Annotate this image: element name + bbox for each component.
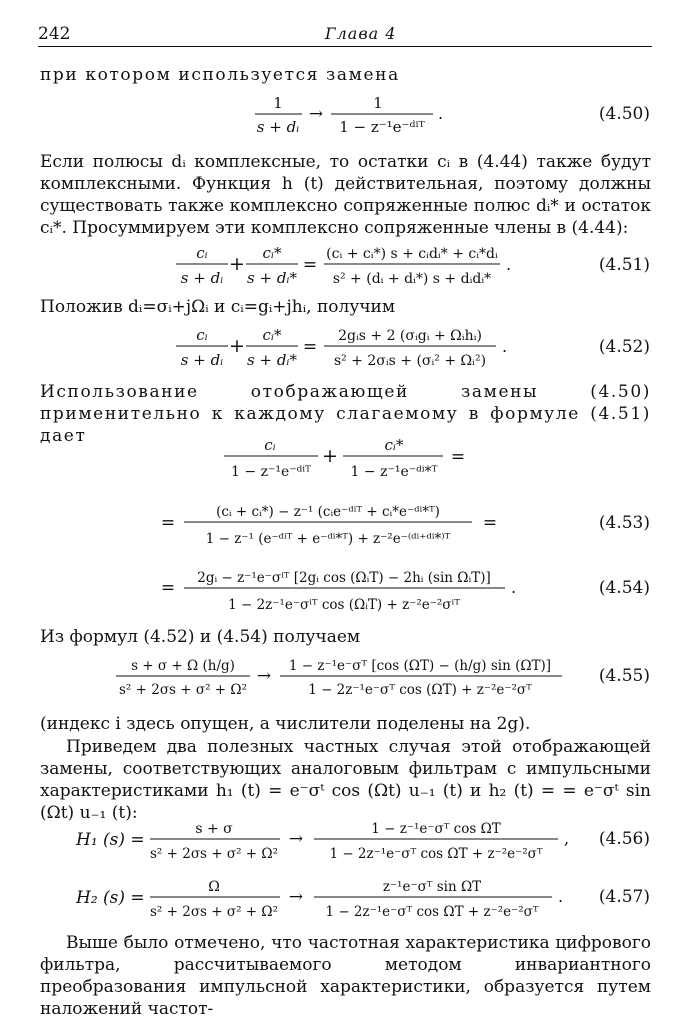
eq-4-51-plus: + [229,253,245,275]
paragraph-1: при котором используется замена [40,65,400,85]
eq-4-54-number: (4.54) [598,578,650,598]
eq-4-53-eq: = [160,513,176,533]
paragraph-3: Положив dᵢ=σᵢ+jΩᵢ и cᵢ=gᵢ+jhᵢ, получим [40,297,396,317]
equation-4-55 [0,652,700,704]
eq-4-52-eq: = [302,337,318,357]
eq-4-56-lhs-den: s² + 2σs + σ² + Ω² [150,846,278,862]
eq-4-53a-eq: = [450,447,466,467]
eq-4-55-rhs-den: 1 − 2z⁻¹e⁻σᵀ cos (ΩT) + z⁻²e⁻²σᵀ [308,682,532,698]
paragraph-4: Использование отображающей замены (4.50) применительно к каждому слагаемому в формуле (4.51) дает [40,382,651,446]
equation-4-51 [0,240,700,294]
eq-4-57-number: (4.57) [598,887,650,907]
eq-4-54-end: . [511,578,517,597]
equation-4-53 [0,494,700,554]
eq-4-52-t1-den: s + dᵢ [180,351,224,369]
eq-4-55-arrow: → [256,666,272,686]
eq-4-55-lhs-num: s + σ + Ω (h/g) [131,658,235,674]
eq-4-57-lhs: H₂ (s) = [76,888,145,908]
equation-4-57 [0,871,700,925]
eq-4-51-t2-den: s + dᵢ* [247,269,297,287]
equation-4-53-line-1 [0,428,700,488]
eq-4-51-rhs-den: s² + (dᵢ + dᵢ*) s + dᵢdᵢ* [332,271,492,287]
eq-4-51-t1-den: s + dᵢ [180,269,224,287]
eq-4-57-end: . [558,887,564,906]
eq-4-54-den: 1 − 2z⁻¹e⁻σⁱᵀ cos (ΩᵢT) + z⁻²e⁻²σⁱᵀ [228,597,460,613]
eq-4-52-number: (4.52) [598,337,650,357]
eq-4-57-lhs-num: Ω [208,879,220,895]
eq-4-50-lhs-num: 1 [273,94,283,112]
paragraph-7: Приведем два полезных частных случая этой отображающей замены, соответствующих аналоговым фильтрам с импульсными характеристиками h₁ (t) = e⁻σᵗ cos (Ωt) u₋₁ (t) и h₂ (t) = = e⁻σᵗ sin (Ωt) u₋₁ (t): [40,737,651,823]
eq-4-52-plus: + [229,335,245,357]
eq-4-51-number: (4.51) [598,255,650,275]
eq-4-53a-plus: + [322,445,338,467]
eq-4-51-end: . [506,255,512,274]
equation-4-50 [0,92,700,142]
eq-4-53a-t2-num: cᵢ* [384,436,404,454]
eq-4-54-num: 2gᵢ − z⁻¹e⁻σⁱᵀ [2gᵢ cos (ΩᵢT) − 2hᵢ (sin ΩᵢT)] [197,570,491,586]
eq-4-52-t2-num: cᵢ* [262,326,282,344]
equation-4-54 [0,560,700,620]
eq-4-50-arrow: → [308,104,324,124]
eq-4-52-end: . [502,337,508,356]
eq-4-56-rhs-den: 1 − 2z⁻¹e⁻σᵀ cos ΩT + z⁻²e⁻²σᵀ [329,846,543,862]
chapter-title: Глава 4 [325,24,397,43]
eq-4-50-rhs-num: 1 [373,94,383,112]
eq-4-52-rhs-num: 2gᵢs + 2 (σᵢgᵢ + Ωᵢhᵢ) [338,328,482,344]
eq-4-51-eq: = [302,255,318,275]
eq-4-57-rhs-num: z⁻¹e⁻σᵀ sin ΩT [382,879,482,895]
running-header [38,22,652,47]
eq-4-55-number: (4.55) [598,666,650,686]
equation-4-56 [0,814,700,868]
eq-4-50-number: (4.50) [598,104,650,124]
eq-4-53-end: = [482,513,498,533]
eq-4-54-eq: = [160,578,176,598]
eq-4-50-end: . [438,104,444,123]
paragraph-8: Выше было отмечено, что частотная характеристика цифрового фильтра, рассчитываемого методом инвариантного преобразования импульсной характеристики, образуется путем наложений частот- [40,933,651,1019]
eq-4-57-rhs-den: 1 − 2z⁻¹e⁻σᵀ cos ΩT + z⁻²e⁻²σᵀ [325,904,539,920]
eq-4-53a-t2-den: 1 − z⁻¹e⁻ᵈⁱ*ᵀ [350,464,438,480]
eq-4-52-t2-den: s + dᵢ* [247,351,297,369]
eq-4-53-den: 1 − z⁻¹ (e⁻ᵈⁱᵀ + e⁻ᵈⁱ*ᵀ) + z⁻²e⁻⁽ᵈⁱ⁺ᵈⁱ*⁾ᵀ [205,531,451,547]
eq-4-56-rhs-num: 1 − z⁻¹e⁻σᵀ cos ΩT [371,821,501,837]
eq-4-50-lhs-den: s + dᵢ [256,118,300,136]
eq-4-52-rhs-den: s² + 2σᵢs + (σᵢ² + Ωᵢ²) [333,353,487,369]
eq-4-53-number: (4.53) [598,513,650,533]
eq-4-51-t2-num: cᵢ* [262,244,282,262]
eq-4-51-t1-num: cᵢ [196,244,208,262]
page-number: 242 [38,24,71,44]
eq-4-53a-t1-num: cᵢ [264,436,276,454]
eq-4-55-lhs-den: s² + 2σs + σ² + Ω² [119,682,247,698]
eq-4-50-rhs-den: 1 − z⁻¹e⁻ᵈⁱᵀ [339,118,425,136]
eq-4-57-arrow: → [288,887,304,907]
paragraph-2: Если полюсы dᵢ комплексные, то остатки cᵢ в (4.44) также будут комплексными. Функция h (t) действительная, поэтому должны существовать также комплексно сопряженные полюс dᵢ* и остаток cᵢ*. Просуммируем эти комплексно сопряженные члены в (4.44): [40,152,651,238]
eq-4-53-num: (cᵢ + cᵢ*) − z⁻¹ (cᵢe⁻ᵈⁱᵀ + cᵢ*e⁻ᵈⁱ*ᵀ) [216,504,440,520]
eq-4-55-rhs-num: 1 − z⁻¹e⁻σᵀ [cos (ΩT) − (h/g) sin (ΩT)] [288,658,552,674]
eq-4-56-number: (4.56) [598,829,650,849]
eq-4-52-t1-num: cᵢ [196,326,208,344]
equation-4-52 [0,322,700,376]
eq-4-53a-t1-den: 1 − z⁻¹e⁻ᵈⁱᵀ [231,464,311,480]
eq-4-56-end: , [564,829,570,848]
eq-4-51-rhs-num: (cᵢ + cᵢ*) s + cᵢdᵢ* + cᵢ*dᵢ [326,246,498,262]
eq-4-56-arrow: → [288,829,304,849]
paragraph-6: (индекс i здесь опущен, а числители поделены на 2g). [40,714,531,734]
paragraph-5: Из формул (4.52) и (4.54) получаем [40,627,361,647]
eq-4-56-lhs-num: s + σ [195,821,233,837]
eq-4-56-lhs: H₁ (s) = [76,830,145,850]
eq-4-57-lhs-den: s² + 2σs + σ² + Ω² [150,904,278,920]
